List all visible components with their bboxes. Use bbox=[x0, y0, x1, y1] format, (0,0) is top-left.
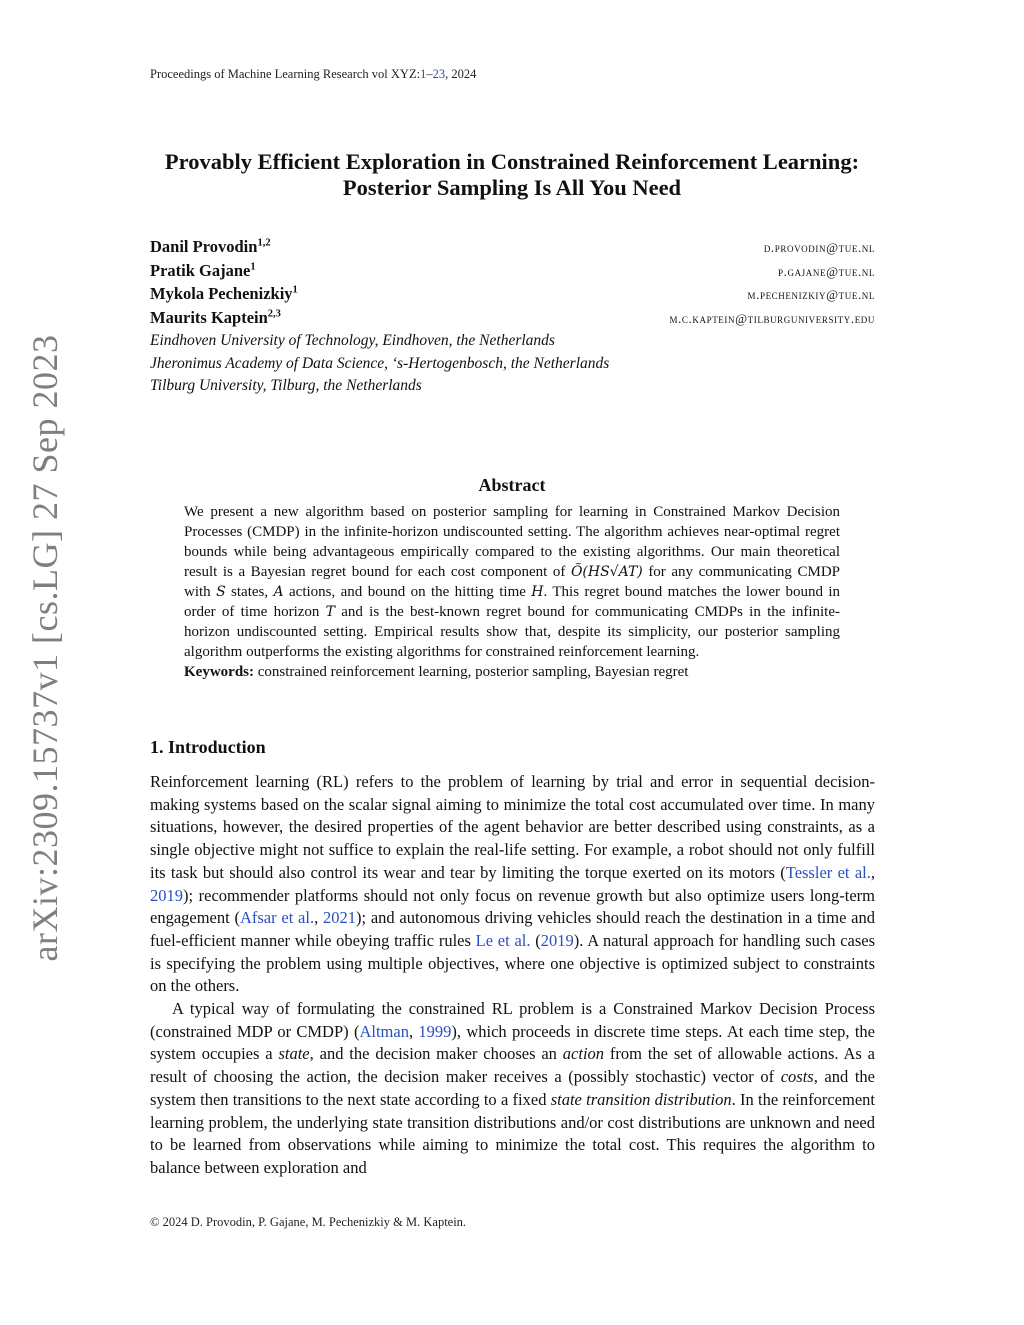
author-email[interactable]: m.c.kaptein@tilburguniversity.edu bbox=[669, 310, 875, 326]
body-paragraph: A typical way of formulating the constrained RL problem is a Constrained Markov Decision Process (constrained MDP or CMDP) (Altman, 1999), which proceeds in discrete time steps. At each time step, the system occupies a state, and the decision maker chooses an action from the set of allowable actions. As a result of choosing the action, the decision maker receives a (possibly stochastic) vector of costs, and the system then transitions to the next state according to a fixed state transition distribution. In the reinforcement learning problem, the underlying state transition distributions and/or cost distributions are unknown and need to be learned from observations while aiming to minimize the total cost. This requires the algorithm to balance between exploration and bbox=[150, 999, 876, 1177]
copyright-footer: © 2024 D. Provodin, P. Gajane, M. Pechenizkiy & M. Kaptein. bbox=[150, 1215, 467, 1229]
term-state: state bbox=[278, 1044, 310, 1064]
author-name: Mykola Pechenizkiy$^1$ bbox=[150, 284, 298, 303]
citation-year-link[interactable]: 2021 bbox=[322, 908, 356, 928]
first-page-link[interactable]: 1 bbox=[420, 67, 427, 81]
keywords-text: constrained reinforcement learning, posterior sampling, Bayesian regret bbox=[254, 664, 689, 680]
math-var-t: T bbox=[325, 604, 335, 620]
citation-link[interactable]: Tessler et al. bbox=[785, 862, 871, 882]
section-body bbox=[150, 771, 875, 1180]
author-affil-sup: 1 bbox=[292, 284, 298, 296]
author-email[interactable]: p.gajane@tue.nl bbox=[778, 263, 875, 279]
keywords-line bbox=[184, 662, 840, 682]
section-heading: 1. Introduction bbox=[150, 737, 266, 757]
author-affil-sup: 1,2 bbox=[257, 237, 271, 249]
arxiv-stamp: arXiv:2309.15737v1 [cs.LG] 27 Sep 2023 bbox=[25, 334, 65, 962]
citation-year-link[interactable]: 2019 bbox=[150, 885, 183, 905]
author-row bbox=[150, 284, 875, 308]
citation-link[interactable]: Altman bbox=[359, 1021, 409, 1041]
venue-prefix: Proceedings of Machine Learning Research vol XYZ: bbox=[150, 67, 421, 81]
author-block bbox=[150, 237, 875, 331]
abstract-heading: Abstract bbox=[478, 475, 546, 495]
last-page-link[interactable]: 23 bbox=[432, 67, 446, 81]
author-affil-sup: 1 bbox=[250, 261, 256, 272]
affiliation: Tilburg University, Tilburg, the Netherlands bbox=[150, 377, 422, 394]
venue-suffix: , 2024 bbox=[445, 67, 477, 81]
citation-link[interactable]: Afsar et al. bbox=[239, 908, 315, 928]
math-var-h: H bbox=[531, 584, 544, 600]
citation-year-link[interactable]: 1999 bbox=[418, 1021, 452, 1041]
page-dash: – bbox=[426, 67, 433, 81]
author-name: Maurits Kaptein$^{2,3}$ bbox=[150, 307, 281, 327]
affiliations bbox=[150, 330, 609, 398]
author-affil-sup: 2,3 bbox=[267, 308, 281, 319]
title-line-1: Provably Efficient Exploration in Constrained Reinforcement Learning: bbox=[164, 149, 860, 174]
body-paragraph: Reinforcement learning (RL) refers to the problem of learning by trial and error in sequential decision-making systems based on the scalar signal aiming to minimize the total cost accumulated over time. In many situations, however, the desired properties of the agent behavior are better described using constraints, as a single objective might not suffice to explain the real-life setting. For example, a robot should not only fulfill its task but should also control its wear and tear by limiting the torque exerted on its motors (Tessler et al., 2019); recommender platforms should not only focus on revenue growth but also optimize users long-term engagement (Afsar et al., 2021); and autonomous driving vehicles should reach the destination in a time and fuel-efficient manner while obeying traffic rules Le et al. (2019). A natural approach for handling such cases is specifying the problem using multiple objectives, where one objective is optimized subject to constraints on the others. bbox=[150, 772, 876, 996]
author-email[interactable]: m.pechenizkiy@tue.nl bbox=[747, 287, 875, 302]
author-row bbox=[150, 261, 875, 285]
affiliation: Eindhoven University of Technology, Eindhoven, the Netherlands bbox=[150, 332, 555, 349]
affiliation: Jheronimus Academy of Data Science, ‘s-Hertogenbosch, the Netherlands bbox=[150, 354, 610, 372]
author-name: Danil Provodin$^{1,2}$ bbox=[150, 237, 271, 256]
keywords-label: Keywords: bbox=[184, 664, 254, 680]
venue-line bbox=[150, 67, 476, 82]
author-row bbox=[150, 237, 875, 261]
term-action: action bbox=[562, 1044, 605, 1064]
citation-link[interactable]: Le et al. bbox=[475, 930, 531, 950]
title-line-2: Posterior Sampling Is All You Need bbox=[342, 175, 682, 200]
paper-title bbox=[120, 149, 904, 201]
term-state-transition: state transition distribution bbox=[550, 1089, 732, 1109]
term-costs: costs bbox=[780, 1067, 814, 1087]
math-var-a: A bbox=[273, 584, 284, 600]
author-row bbox=[150, 308, 875, 332]
regret-bound-math: Õ(HS√AT) bbox=[570, 564, 643, 580]
math-var-s: S bbox=[216, 584, 226, 600]
author-name: Pratik Gajane$^1$ bbox=[150, 260, 256, 280]
abstract-paragraph: We present a new algorithm based on posterior sampling for learning in Constrained Markov Decision Processes (CMDP) in the infinite-horizon undiscounted setting. The algorithm achieves near-optimal regret bounds while being advantageous empirically compared to the existing algorithms. Our main theoretical result is a Bayesian regret bound for each cost component of Õ(HS√AT) for any communicating CMDP with S states, A actions, and bound on the hitting time H. This regret bound matches the lower bound in order of time horizon T and is the best-known regret bound for communicating CMDPs in the infinite-horizon undiscounted setting. Empirical results show that, despite its simplicity, our posterior sampling algorithm outperforms the existing algorithms for constrained reinforcement learning. bbox=[184, 504, 840, 660]
citation-year-link[interactable]: 2019 bbox=[540, 930, 574, 950]
abstract-body bbox=[184, 502, 840, 682]
author-email[interactable]: d.provodin@tue.nl bbox=[763, 240, 875, 255]
